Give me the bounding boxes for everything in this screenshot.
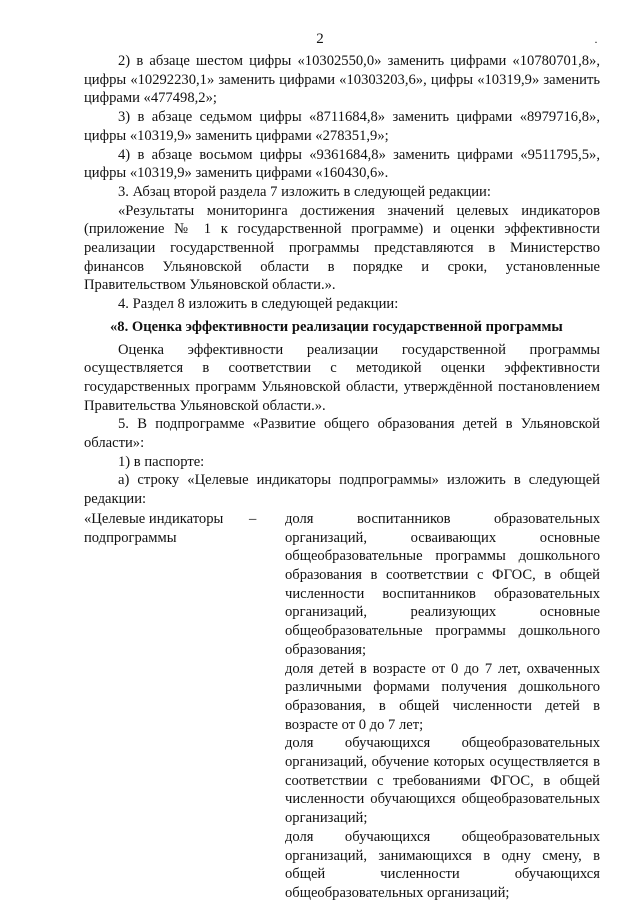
indicator-item: доля воспитанников образовательных организаций, осваивающих основные общеобразовательные программы дошкольного образования в соответствии с ФГОС, в общей численности воспитанников образовательных организаций, реализующих основные общеобразовательные программы дошкольного образования; bbox=[285, 510, 600, 658]
indicators-label: «Целевые индикаторы подпрограммы bbox=[84, 510, 224, 546]
indicator-item: доля обучающихся общеобразовательных организаций, занимающихся в одну смену, в общей численности обучающихся общеобразовательных организаций; bbox=[285, 828, 600, 901]
indicators-dash: – bbox=[249, 510, 257, 527]
indicator-item: доля детей в возрасте от 0 до 7 лет, охваченных различными формами получения дошкольного образования, в общей численности детей в возрасте от 0 до 7 лет; bbox=[285, 660, 600, 733]
paragraph-point-4: 4. Раздел 8 изложить в следующей редакции: bbox=[118, 296, 399, 313]
paragraph-indicators-row: а) строку «Целевые индикаторы подпрограммы» изложить в следующей редакции: bbox=[84, 472, 600, 508]
paragraph-passport: 1) в паспорте: bbox=[118, 453, 205, 470]
stray-mark: · bbox=[594, 35, 598, 49]
paragraph-evaluation: Оценка эффективности реализации государственной программы осуществляется в соответствии с методикой оценки эффективности государственных программ Ульяновской области, утверждённой постановлением Правительства Ульяновской области.». bbox=[84, 341, 600, 414]
indicators-list bbox=[285, 510, 600, 903]
indicators-table bbox=[84, 510, 600, 903]
page-number: 2 bbox=[316, 31, 324, 47]
paragraph-item-4: 4) в абзаце восьмом цифры «9361684,8» заменить цифрами «9511795,5», цифры «10319,9» заменить цифрами «160430,6». bbox=[84, 146, 600, 182]
paragraph-quote-monitoring: «Результаты мониторинга достижения значений целевых индикаторов (приложение № 1 к государственной программе) и оценки эффективности реализации государственной программы представляются в Министерство финансов Ульяновской области в порядке и сроки, установленные Правительством Ульяновской области.». bbox=[84, 202, 600, 294]
paragraph-item-3: 3) в абзаце седьмом цифры «8711684,8» заменить цифрами «8979716,8», цифры «10319,9» заменить цифрами «278351,9»; bbox=[84, 109, 600, 144]
paragraph-point-5: 5. В подпрограмме «Развитие общего образования детей в Ульяновской области»: bbox=[84, 416, 600, 452]
section-heading: «8. Оценка эффективности реализации государственной программы bbox=[110, 318, 563, 335]
document-body bbox=[84, 52, 600, 903]
paragraph-item-2: 2) в абзаце шестом цифры «10302550,0» заменить цифрами «10780701,8», цифры «10292230,1» заменить цифрами «10303203,6», цифры «10319,9» заменить цифрами «477498,2»; bbox=[84, 53, 600, 107]
indicator-item: доля обучающихся общеобразовательных организаций, обучение которых осуществляется в соответствии с требованиями ФГОС, в общей численности обучающихся общеобразовательных организаций; bbox=[285, 735, 600, 827]
paragraph-point-3: 3. Абзац второй раздела 7 изложить в следующей редакции: bbox=[118, 183, 491, 200]
